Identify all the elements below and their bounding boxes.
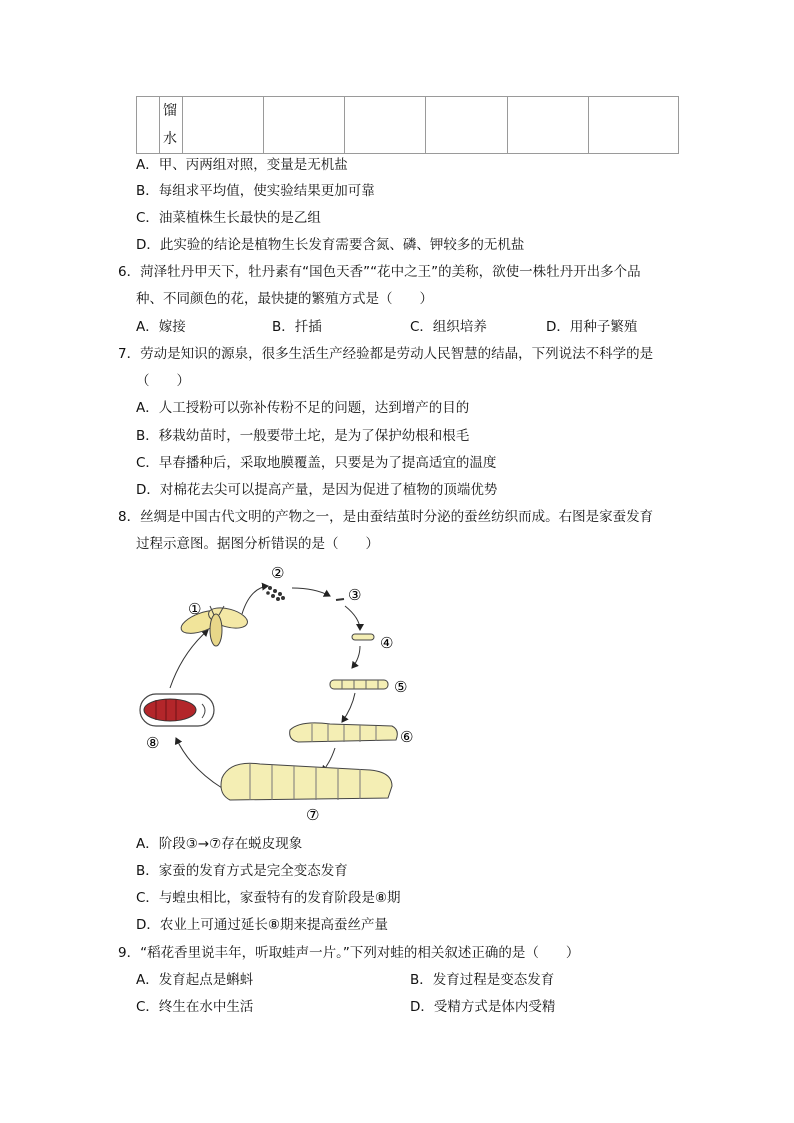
- q5-option-b: B．每组求平均值，使实验结果更加可靠: [136, 183, 375, 199]
- q9-option-a: A．发育起点是蝌蚪: [136, 972, 254, 988]
- table-cell-label: [160, 97, 183, 154]
- stage-label-6: ⑥: [400, 728, 414, 746]
- q6-stem-line1: 6．菏泽牡丹甲天下，牡丹素有“国色天香”“花中之王”的美称，欲使一株牡丹开出多个品: [118, 264, 641, 280]
- table-cell: [345, 97, 426, 154]
- table-label-char: 水: [163, 131, 177, 147]
- q5-option-d: D．此实验的结论是植物生长发育需要含氮、磷、钾较多的无机盐: [136, 237, 525, 253]
- larva-stage5-image: [330, 680, 388, 689]
- eggs-image: [266, 586, 285, 601]
- q9-stem-line1: 9．“稻花香里说丰年，听取蛙声一片。”下列对蛙的相关叙述正确的是（ ）: [118, 945, 580, 961]
- q7-option-b: B．移栽幼苗时，一般要带土坨，是为了保护幼根和根毛: [136, 428, 470, 444]
- q9-option-d: D．受精方式是体内受精: [410, 999, 556, 1015]
- stage-label-7: ⑦: [306, 806, 320, 824]
- stage-label-5: ⑤: [394, 678, 408, 696]
- q8-option-a: A．阶段③→⑦存在蜕皮现象: [136, 836, 303, 852]
- q6-option-a: A．嫁接: [136, 319, 186, 335]
- arrow-4-to-5: [352, 646, 360, 668]
- stage-label-3: ③: [348, 586, 362, 604]
- q6-option-d: D．用种子繁殖: [546, 319, 638, 335]
- q6-option-c: C．组织培养: [410, 319, 487, 335]
- experiment-table-fragment: [136, 96, 679, 154]
- q6-stem-line2: 种、不同颜色的花，最快捷的繁殖方式是（ ）: [136, 291, 433, 307]
- larva-stage4-image: [352, 634, 374, 640]
- larva-stage7-image: [221, 763, 392, 800]
- arrow-2-to-3: [292, 588, 330, 596]
- q5-option-a: A．甲、丙两组对照，变量是无机盐: [136, 157, 348, 173]
- silkworm-lifecycle-figure: [130, 558, 430, 828]
- larva-stage3-image: [336, 599, 344, 600]
- table-cell: [426, 97, 508, 154]
- stage-label-1: ①: [188, 600, 202, 618]
- q7-stem-line2: （ ）: [136, 373, 190, 389]
- table-cell: [137, 97, 160, 154]
- q8-option-c: C．与蝗虫相比，家蚕特有的发育阶段是⑧期: [136, 890, 401, 906]
- arrow-3-to-4: [345, 606, 360, 630]
- stage-label-2: ②: [271, 564, 285, 582]
- arrow-7-to-8: [176, 738, 222, 788]
- arrow-8-to-1: [170, 630, 208, 688]
- q8-option-d: D．农业上可通过延长⑧期来提高蚕丝产量: [136, 917, 388, 933]
- q8-option-b: B．家蚕的发育方式是完全变态发育: [136, 863, 348, 879]
- q8-stem-line1: 8．丝绸是中国古代文明的产物之一，是由蚕结茧时分泌的蚕丝纺织而成。右图是家蚕发育: [118, 509, 654, 525]
- q7-option-d: D．对棉花去尖可以提高产量，是因为促进了植物的顶端优势: [136, 482, 498, 498]
- q8-stem-line2: 过程示意图。据图分析错误的是（ ）: [136, 536, 379, 552]
- q7-option-c: C．早春播种后，采取地膜覆盖，只要是为了提高适宜的温度: [136, 455, 497, 471]
- table-cell: [183, 97, 264, 154]
- stage-label-4: ④: [380, 634, 394, 652]
- larva-stage6-image: [290, 723, 398, 742]
- q5-option-c: C．油菜植株生长最快的是乙组: [136, 210, 321, 226]
- table-cell: [264, 97, 345, 154]
- pupa-cocoon-image: [140, 694, 214, 726]
- arrow-1-to-2: [242, 586, 268, 614]
- q6-option-b: B．扦插: [272, 319, 322, 335]
- table-label-char: 馏: [163, 103, 177, 119]
- q7-option-a: A．人工授粉可以弥补传粉不足的问题，达到增产的目的: [136, 400, 470, 416]
- table-cell: [589, 97, 679, 154]
- arrow-5-to-6: [342, 693, 355, 722]
- q9-option-c: C．终生在水中生活: [136, 999, 254, 1015]
- table-cell: [508, 97, 589, 154]
- stage-label-8: ⑧: [146, 734, 160, 752]
- q9-option-b: B．发育过程是变态发育: [410, 972, 555, 988]
- q7-stem-line1: 7．劳动是知识的源泉，很多生活生产经验都是劳动人民智慧的结晶，下列说法不科学的是: [118, 346, 654, 362]
